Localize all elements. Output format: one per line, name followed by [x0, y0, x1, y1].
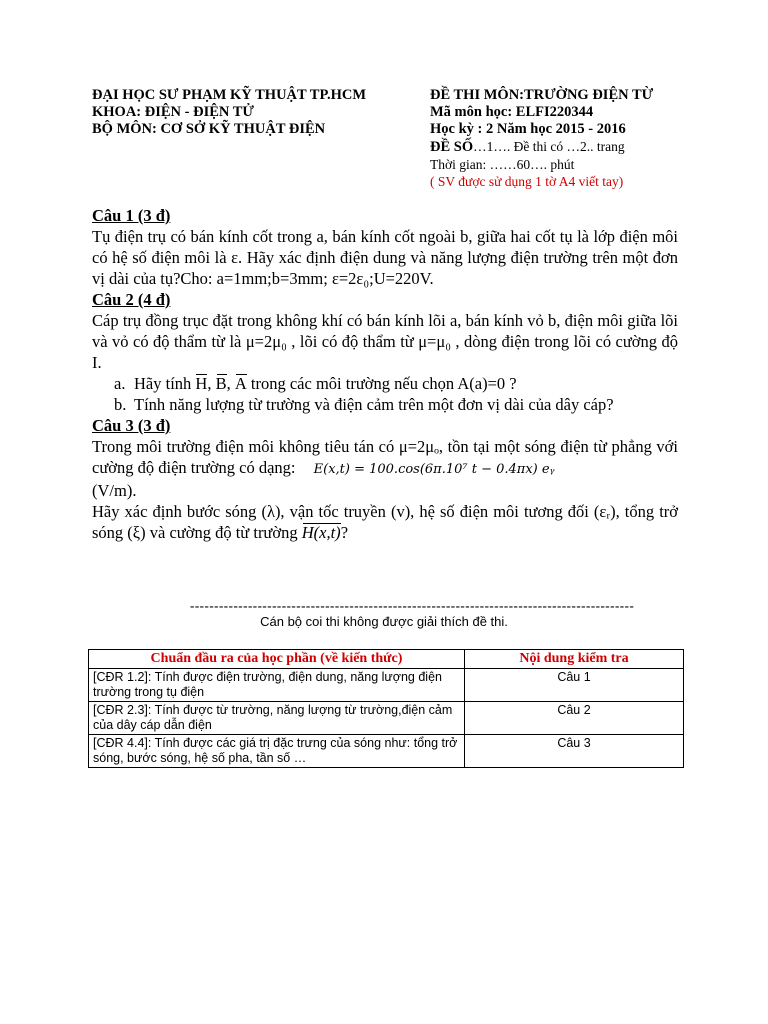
question-3-title: Câu 3 (3 đ) — [92, 416, 171, 435]
question-2-text: Cáp trụ đồng trục đặt trong không khí có bán kính lõi a, bán kính vỏ b, điện môi giữa lõi và vỏ có độ thẩm từ là μ=2μ₀ , lõi có độ thẩm từ μ=μ₀ , dòng điện trong lõi có cường độ I. — [92, 311, 678, 372]
table-header-row — [89, 650, 684, 669]
table-row — [89, 702, 684, 735]
outcome-cell: [CĐR 4.4]: Tính được các giá trị đặc trưng của sóng như: tổng trở sóng, bước sóng, hệ số pha, tần số … — [89, 735, 465, 768]
question-3-text: Trong môi trường điện môi không tiêu tán có μ=2μₒ, tồn tại một sóng điện từ phẳng với cường độ điện trường có dạng: E(x,t) = 100.cos(6π.10⁷ t − 0.4πx) eᵧ (V/m). — [92, 437, 678, 500]
department-name: BỘ MÔN: CƠ SỞ KỸ THUẬT ĐIỆN — [92, 121, 326, 137]
proctor-note: Cán bộ coi thi không được giải thích đề thi. — [260, 614, 508, 629]
learning-outcomes-table — [88, 649, 684, 768]
exam-number: ĐỀ SỐ…1…. Đề thi có …2.. trang — [430, 139, 625, 155]
outcome-cell: [CĐR 1.2]: Tính được điện trường, điện dung, năng lượng điện trường trong tụ điện — [89, 669, 465, 702]
column-header-outcome: Chuẩn đầu ra của học phần (về kiến thức) — [89, 650, 465, 669]
question-1-title: Câu 1 (3 đ) — [92, 206, 171, 225]
table-row — [89, 669, 684, 702]
wave-equation: E(x,t) = 100.cos(6π.10⁷ t − 0.4πx) eᵧ — [313, 462, 555, 477]
unit: (V/m). — [92, 481, 137, 500]
question-3-request: Hãy xác định bước sóng (λ), vận tốc truyền (v), hệ số điện môi tương đối (εᵣ), tổng trở sóng (ξ) và cường độ từ trường H(x,t)? — [92, 502, 678, 542]
exam-time: Thời gian: ……60…. phút — [430, 157, 575, 172]
university-name: ĐẠI HỌC SƯ PHẠM KỸ THUẬT TP.HCM — [92, 87, 367, 103]
header-right — [430, 87, 653, 190]
table-row — [89, 735, 684, 768]
content-cell: Câu 1 — [465, 669, 684, 702]
exam-note: ( SV được sử dụng 1 tờ A4 viết tay) — [430, 174, 624, 189]
header-left — [92, 87, 366, 138]
vector-a: A — [234, 374, 247, 393]
question-1-text: Tụ điện trụ có bán kính cốt trong a, bán kính cốt ngoài b, giữa hai cốt tụ là lớp điện môi có hệ số điện môi là ε. Hãy xác định điện dung và năng lượng điện trường trên một đơn vị dài của tụ?Cho: a=1mm;b=3mm; ε=2ε₀;U=220V. — [92, 227, 678, 288]
question-2a: a. Hãy tính H, B, A trong các môi trường nếu chọn A(a)=0 ? — [114, 374, 517, 393]
question-2-title: Câu 2 (4 đ) — [92, 290, 171, 309]
column-header-content: Nội dung kiểm tra — [465, 650, 684, 669]
question-2-parts — [92, 373, 678, 415]
exam-subject: ĐỀ THI MÔN:TRƯỜNG ĐIỆN TỪ — [430, 87, 654, 103]
outcome-cell: [CĐR 2.3]: Tính được từ trường, năng lượng từ trường,điện cảm của dây cáp dẫn điện — [89, 702, 465, 735]
exam-body — [92, 205, 678, 543]
question-2b: b. Tính năng lượng từ trường và điện cảm trên một đơn vị dài của dây cáp? — [114, 395, 614, 414]
vector-h: H — [195, 374, 208, 393]
content-cell: Câu 2 — [465, 702, 684, 735]
faculty-name: KHOA: ĐIỆN - ĐIỆN TỬ — [92, 104, 254, 120]
separator-line: -------------------------------------------------------------------------------------------- — [190, 598, 635, 613]
semester: Học kỳ : 2 Năm học 2015 - 2016 — [430, 121, 626, 137]
vector-b: B — [215, 374, 227, 393]
course-code: Mã môn học: ELFI220344 — [430, 104, 594, 120]
content-cell: Câu 3 — [465, 735, 684, 768]
magnetic-field-symbol: H(x,t) — [301, 523, 341, 542]
